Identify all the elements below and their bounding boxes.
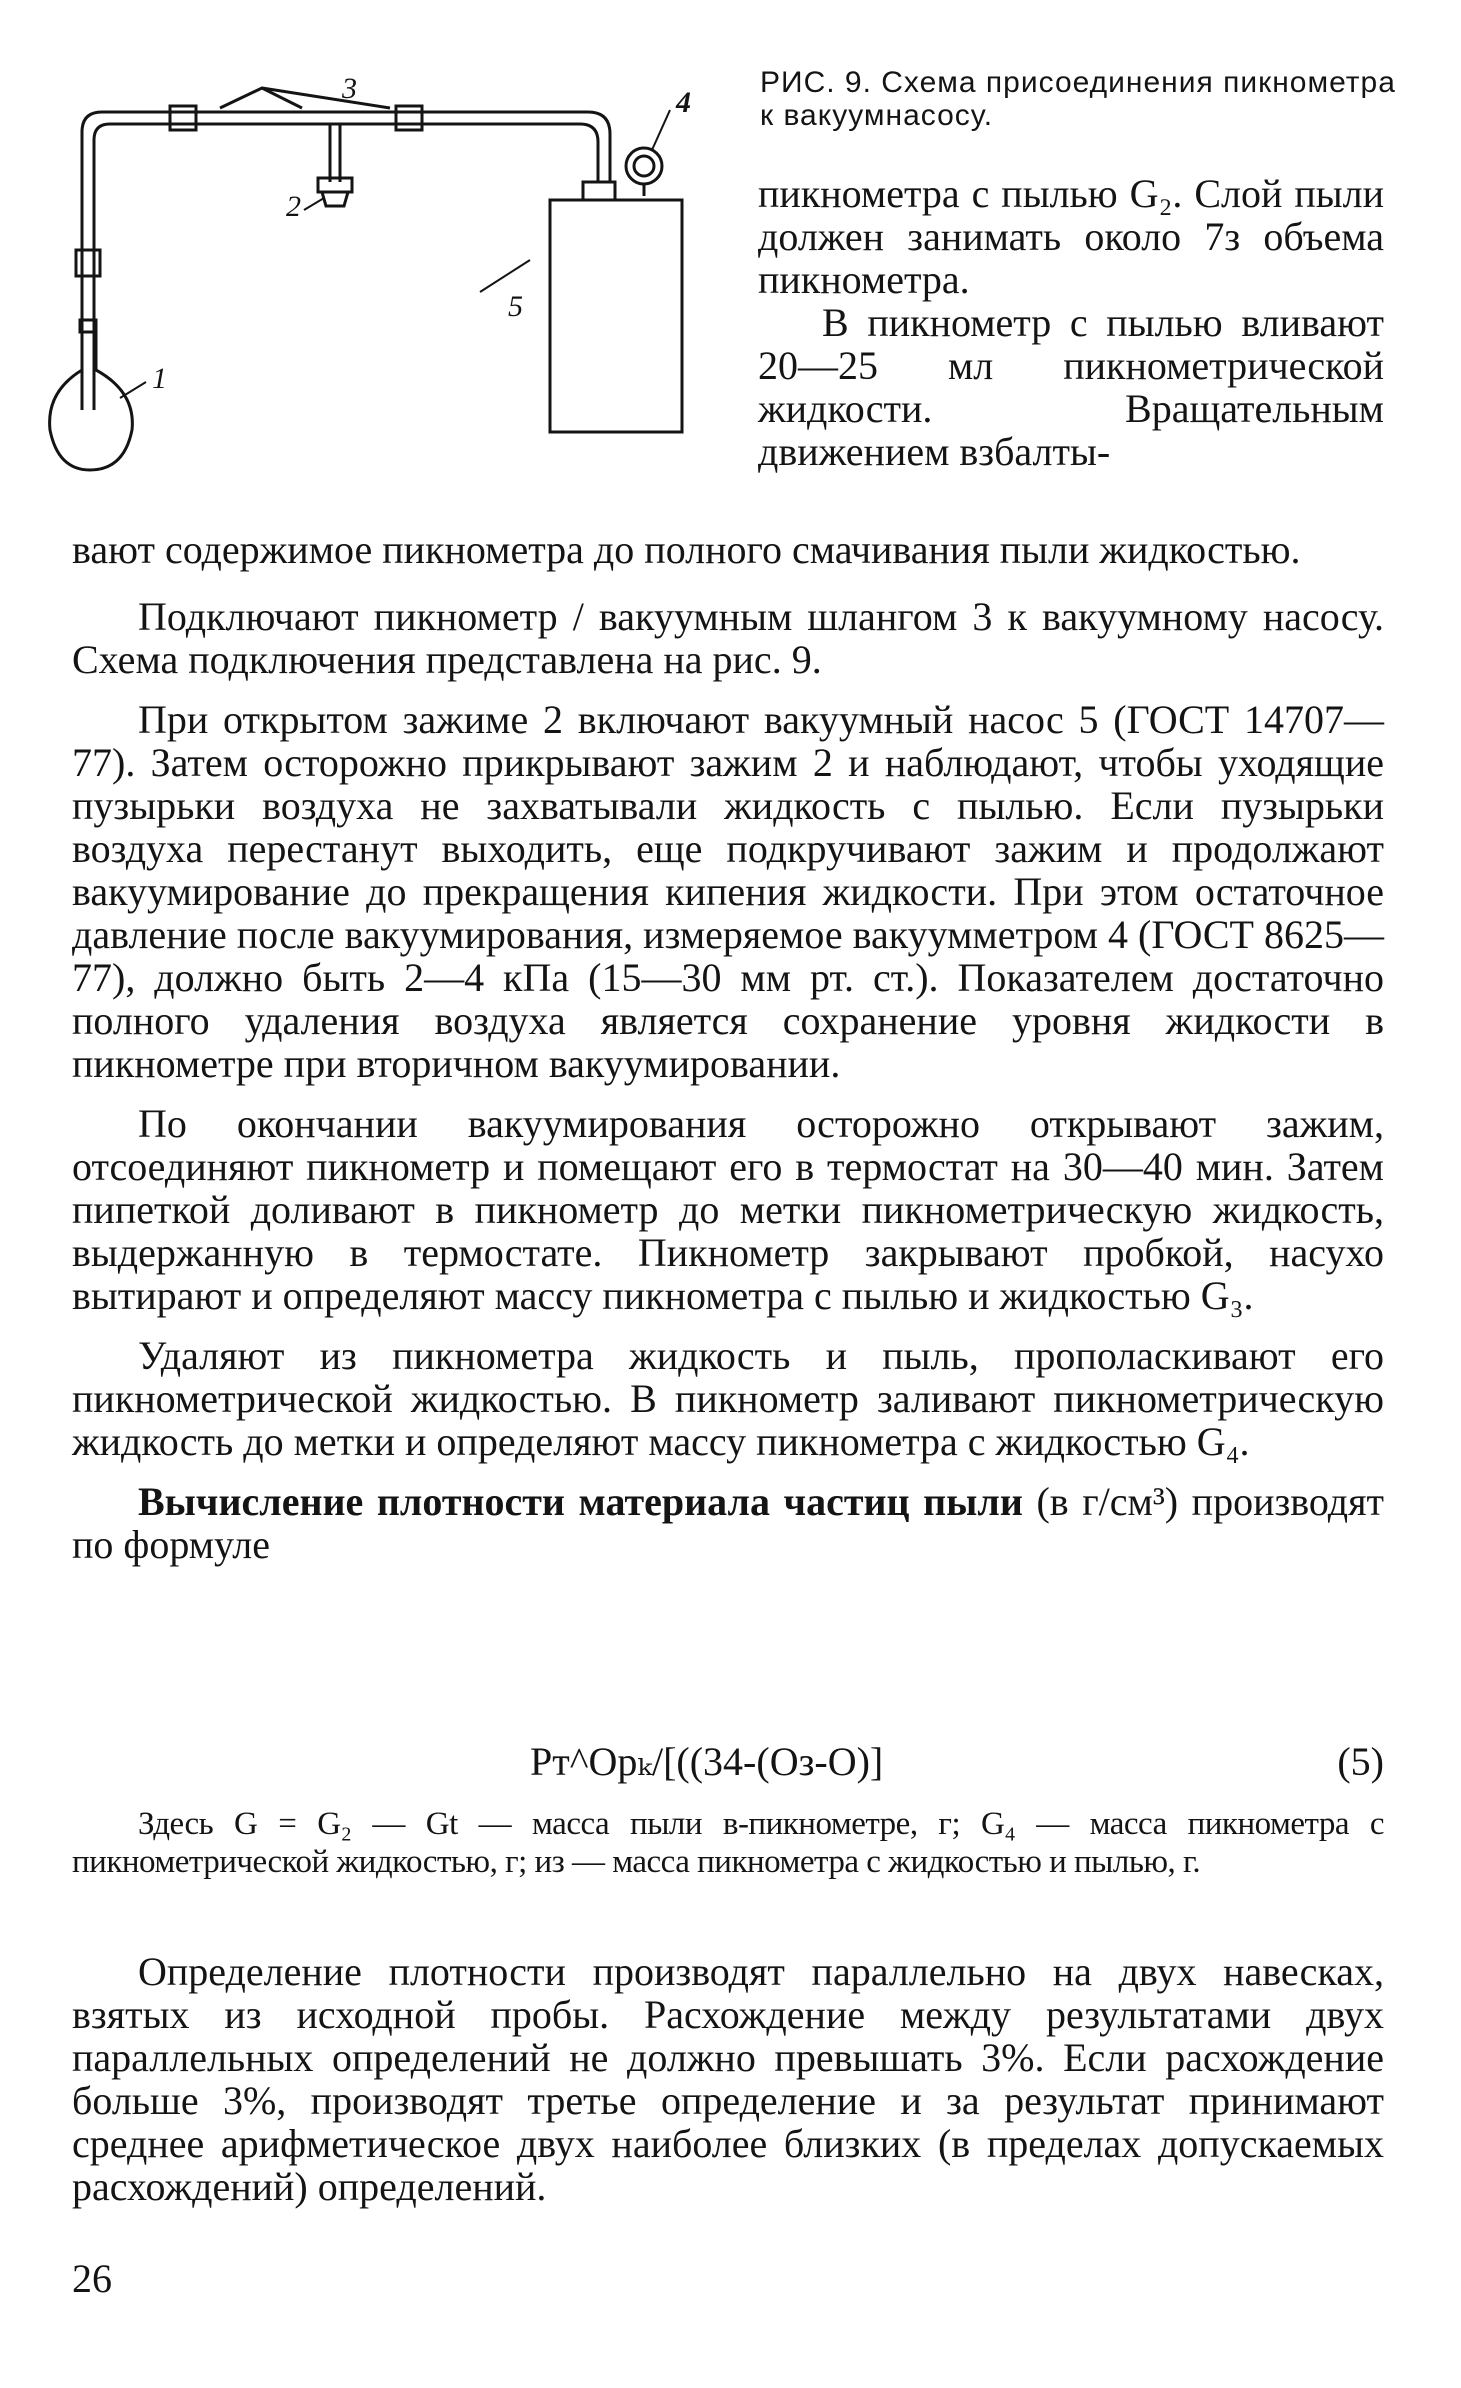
- paragraph-3: Подключают пикнометр / вакуумным шлангом 3 к вакуумному насосу. Схема подключения представлена на рис. 9.: [72, 594, 1384, 682]
- final-section: [72, 1950, 1384, 2208]
- formula-number: (5): [1337, 1739, 1384, 1784]
- paragraph-5: По окончании вакуумирования осторожно открывают зажим, отсоединяют пикнометр и помещают его в термостат на 30—40 мин. Затем пипеткой доливают в пикнометр до метки пикнометрическую жидкость, выдержанную в термостате. Пикнометр закрывают пробкой, насухо вытирают и определяют массу пикнометра с пылью и жидкостью G₃.: [72, 1101, 1384, 1318]
- label-3: 3: [342, 72, 357, 105]
- paragraph-7: [72, 1480, 1384, 1566]
- paragraph-7-rest: (в г/см³) производят по формуле: [72, 1479, 1384, 1567]
- pycnometer-vacuum-diagram: [40, 70, 720, 490]
- label-4: 4: [676, 86, 691, 119]
- column-paragraph-2: В пикнометр с пылью вливают 20—25 мл пикнометрической жидкости. Вращательным движением взбалты-: [758, 300, 1384, 474]
- figure-9: [40, 70, 720, 490]
- column-paragraph-1: пикнометра с пылью G₂. Слой пыли должен занимать около 7з объема пикнометра.: [758, 171, 1384, 302]
- label-1: 1: [152, 362, 167, 395]
- main-text: [72, 528, 1384, 1583]
- page-number: 26: [72, 2256, 112, 2301]
- formula: [72, 1738, 1384, 1786]
- paragraph-4: При открытом зажиме 2 включают вакуумный насос 5 (ГОСТ 14707—77). Затем осторожно прикрывают зажим 2 и наблюдают, чтобы уходящие пузырьки воздуха не захватывали жидкость с пылью. Если пузырьки воздуха перестанут выходить, еще подкручивают зажим и продолжают вакуумирование до прекращения кипения жидкости. При этом остаточное давление после вакуумирования, измеряемое вакуумметром 4 (ГОСТ 8625—77), должно быть 2—4 кПа (15—30 мм рт. ст.). Показателем достаточно полного удаления воздуха является сохранение уровня жидкости в пикнометре при вторичном вакуумировании.: [72, 697, 1384, 1086]
- figure-caption: РИС. 9. Схема присоединения пикнометра к вакуумнасосу.: [760, 66, 1396, 132]
- paragraph-6: Удаляют из пикнометра жидкость и пыль, прополаскивают его пикнометрической жидкостью. В пикнометр заливают пикнометрическую жидкость до метки и определяют массу пикнометра с жидкостью G₄.: [72, 1333, 1384, 1464]
- label-2: 2: [286, 190, 301, 223]
- formula-note: [72, 1805, 1384, 1881]
- formula-note-text: Здесь G = G₂ — Gt — масса пыли в-пикнометре, г; G₄ — масса пикнометра с пикнометрической жидкостью, г; из — масса пикнометра с жидкостью и пылью, г.: [72, 1806, 1384, 1880]
- label-5: 5: [508, 290, 523, 323]
- column-text: [758, 172, 1384, 473]
- paragraph-continuation: вают содержимое пикнометра до полного смачивания пыли жидкостью.: [72, 527, 1301, 572]
- formula-expression: Рт^Орₖ/[((34-(Оз-О)]: [530, 1739, 884, 1784]
- final-paragraph: Определение плотности производят параллельно на двух навесках, взятых из исходной пробы. Расхождение между результатами двух параллельных определений не должно превышать 3%. Если расхождение больше 3%, производят третье определение и за результат принимают среднее арифметическое двух наиболее близких (в пределах допускаемых расхождений) определений.: [72, 1949, 1384, 2209]
- paragraph-7-bold: Вычисление плотности материала частиц пыли: [138, 1479, 1023, 1524]
